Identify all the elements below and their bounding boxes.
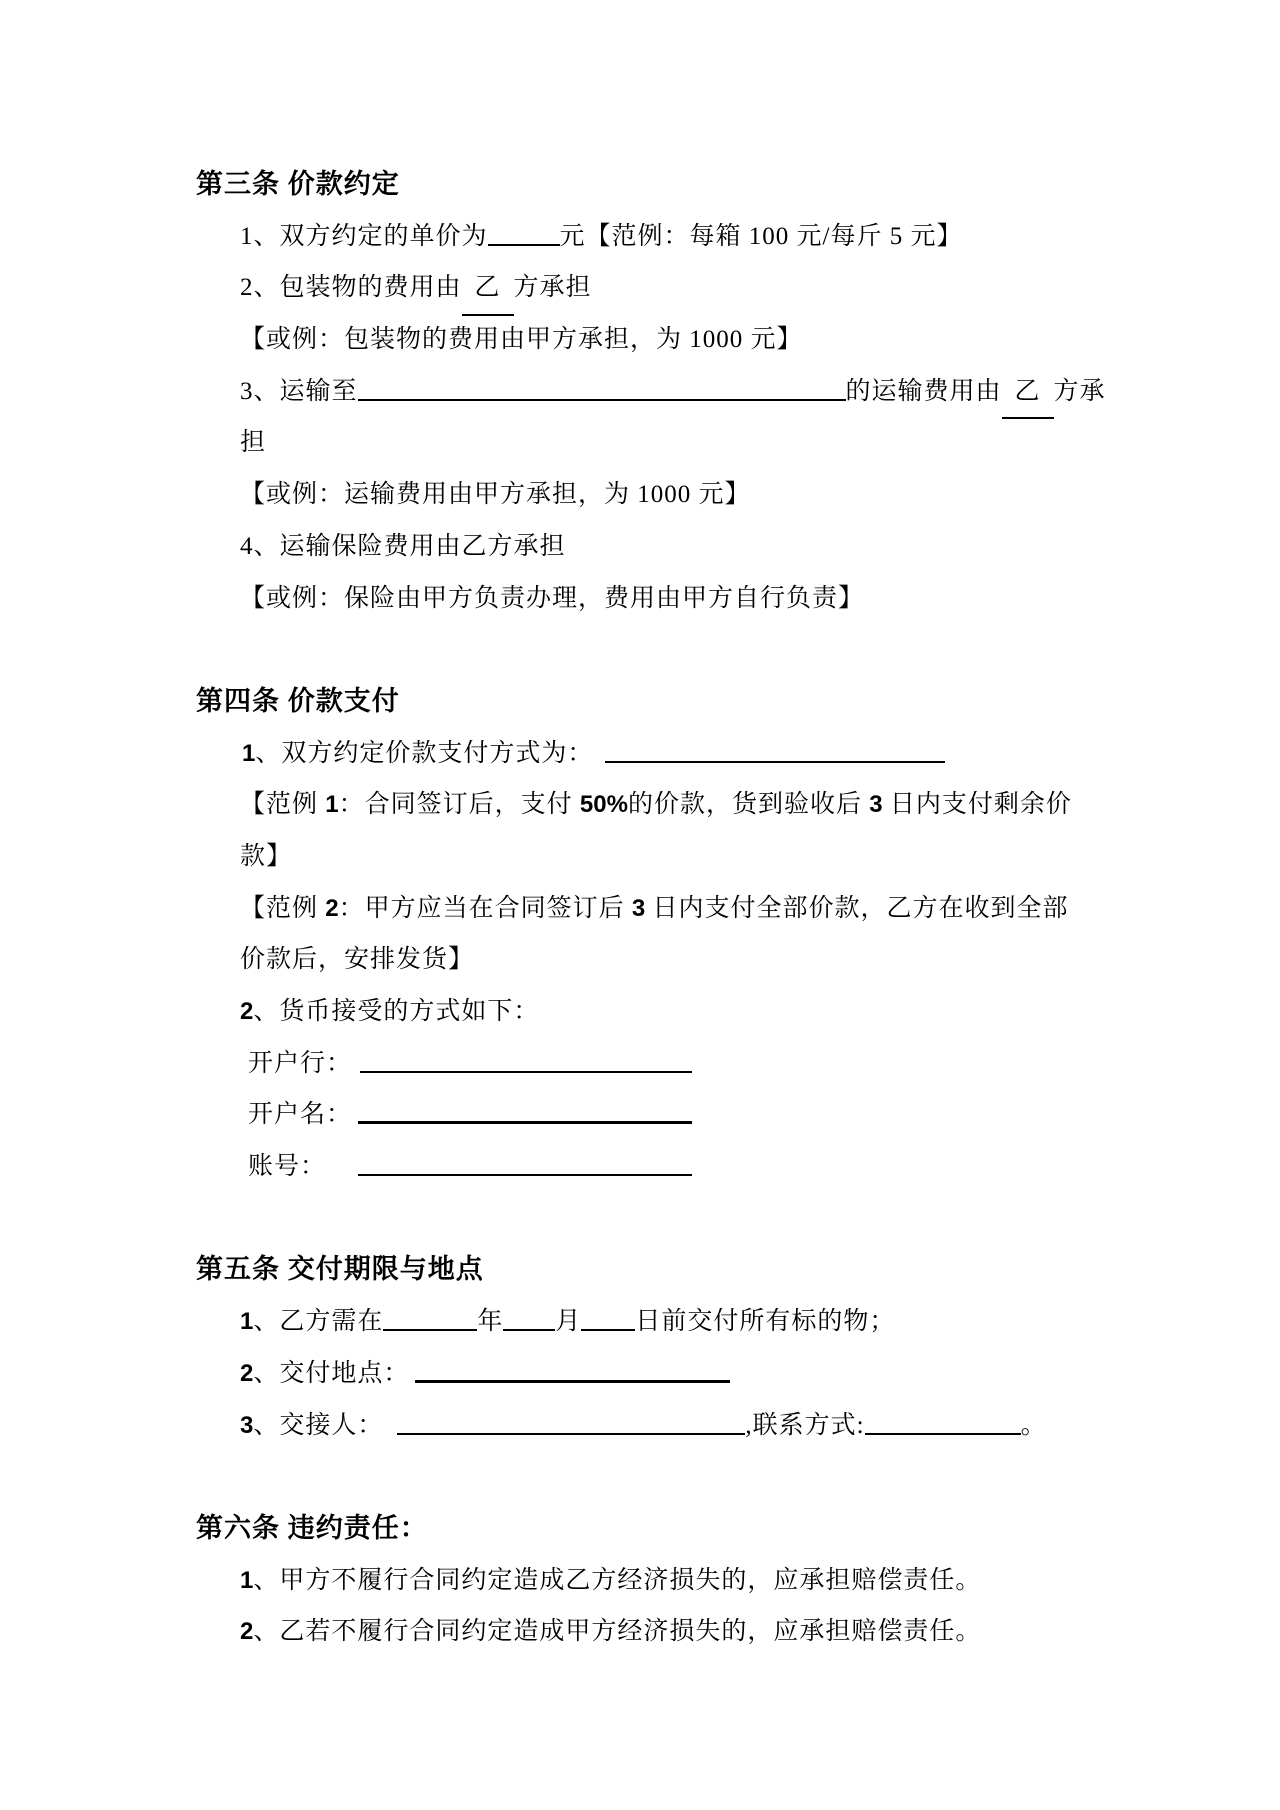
fill-in-blank-field[interactable] — [503, 1304, 555, 1331]
text-run: 、甲方不履行合同约定造成乙方经济损失的，应承担赔偿责任。 — [253, 1566, 982, 1594]
text-run: 1、双方约定的单价为 — [240, 222, 488, 250]
spacer — [352, 1038, 360, 1090]
underlined-filled-value: 乙 — [462, 262, 514, 316]
document-line — [240, 469, 1280, 521]
fill-in-blank-field[interactable] — [358, 1149, 692, 1176]
document-line — [240, 1348, 1280, 1400]
text-run-numeric: 2 — [240, 1359, 254, 1387]
section-heading: 第三条 价款约定 — [196, 169, 400, 199]
section-heading: 第五条 交付期限与地点 — [196, 1254, 484, 1285]
text-run: 担 — [240, 429, 267, 457]
document-line — [240, 262, 1280, 314]
text-run: 账号： — [248, 1153, 327, 1181]
fill-in-blank-field[interactable] — [358, 1096, 692, 1124]
text-run: 价款后，安排发货】 — [240, 946, 475, 974]
text-run: 2、包装物的费用由 — [240, 274, 462, 302]
underlined-filled-value: 乙 — [1002, 366, 1054, 420]
fill-in-blank-field[interactable] — [865, 1408, 1021, 1435]
document-line — [240, 986, 1280, 1038]
text-run-numeric: 1 — [240, 1308, 254, 1336]
text-run: 方承 — [1053, 377, 1106, 405]
document-line — [248, 1089, 1280, 1141]
text-run: 方承担 — [513, 274, 592, 302]
document-line — [240, 1296, 1280, 1348]
text-run: 日内支付剩余价 — [882, 791, 1072, 819]
document-line — [240, 831, 1280, 883]
text-run-numeric: 2 — [240, 998, 254, 1025]
section-heading: 第四条 价款支付 — [196, 685, 400, 716]
text-run-numeric: 3 — [240, 1411, 254, 1439]
document-line — [240, 779, 1280, 831]
fill-in-blank-field[interactable] — [581, 1304, 635, 1331]
text-run: 、乙方需在 — [253, 1308, 384, 1336]
text-run-numeric: 3 — [869, 791, 883, 819]
text-run: 【或例：运输费用由甲方承担，为 1000 元】 — [240, 481, 751, 509]
document-line — [240, 1555, 1280, 1607]
text-run-numeric: 3 — [631, 894, 646, 922]
document-line — [240, 366, 1280, 418]
text-run: 月 — [555, 1308, 582, 1336]
document-line — [240, 417, 1280, 469]
fill-in-blank-field[interactable] — [358, 374, 846, 401]
document-line — [240, 521, 1280, 573]
text-run-numeric: 1 — [242, 739, 256, 767]
fill-in-blank-field[interactable] — [360, 1046, 692, 1073]
fill-in-blank-field[interactable] — [415, 1355, 730, 1383]
text-run: 【范例 — [240, 894, 326, 922]
document-line — [240, 883, 1280, 935]
text-run: 元【范例：每箱 100 元/每斤 5 元】 — [559, 222, 963, 250]
text-run: ,联系方式: — [745, 1411, 865, 1439]
text-run: 日前交付所有标的物； — [635, 1308, 896, 1336]
text-run: 4、运输保险费用由乙方承担 — [240, 532, 566, 560]
text-run: ：合同签订后，支付 — [338, 791, 580, 819]
document-line — [242, 728, 1280, 780]
text-run: 的价款，货到验收后 — [627, 791, 870, 819]
document-line — [240, 1400, 1280, 1452]
document-line — [240, 211, 1280, 263]
text-run: 、货币接受的方式如下： — [253, 998, 540, 1025]
text-run: 3、运输至 — [240, 377, 358, 405]
document-line — [248, 1141, 1280, 1193]
document-line — [240, 573, 1280, 625]
section-heading: 第六条 违约责任： — [196, 1512, 428, 1543]
text-run-numeric: 2 — [325, 894, 339, 922]
document-content — [0, 159, 1280, 1658]
document-line — [240, 934, 1280, 986]
text-run-numeric: 1 — [325, 791, 339, 819]
document-line — [240, 314, 1280, 366]
fill-in-blank-field[interactable] — [383, 1304, 477, 1331]
text-run: 、交付地点： — [253, 1359, 410, 1387]
text-run: 。 — [1020, 1411, 1047, 1439]
text-run-numeric: 50% — [579, 791, 628, 819]
text-run: 开户行： — [248, 1049, 353, 1077]
spacer — [383, 1400, 397, 1452]
text-run: 、双方约定价款支付方式为： — [255, 739, 594, 767]
fill-in-blank-field[interactable] — [605, 736, 945, 763]
text-run: 开户名： — [248, 1101, 353, 1129]
text-run: 的运输费用由 — [845, 377, 1002, 405]
text-run: ：甲方应当在合同签订后 — [338, 894, 632, 922]
text-run: 【范例 — [240, 791, 326, 819]
text-run: 年 — [477, 1308, 504, 1336]
text-run-numeric: 1 — [240, 1566, 254, 1594]
text-run: 、乙若不履行合同约定造成甲方经济损失的，应承担赔偿责任。 — [253, 1618, 982, 1646]
document-line — [248, 1038, 1280, 1090]
text-run: 款】 — [240, 842, 293, 870]
text-run: 【或例：包装物的费用由甲方承担，为 1000 元】 — [240, 326, 803, 354]
text-run: 日内支付全部价款，乙方在收到全部 — [645, 894, 1069, 922]
document-line — [240, 1606, 1280, 1658]
fill-in-blank-field[interactable] — [488, 219, 560, 246]
spacer — [593, 728, 605, 780]
spacer — [326, 1141, 358, 1193]
text-run-numeric: 2 — [240, 1618, 254, 1646]
text-run: 【或例：保险由甲方负责办理，费用由甲方自行负责】 — [240, 584, 865, 612]
fill-in-blank-field[interactable] — [397, 1408, 745, 1435]
text-run: 、交接人： — [253, 1411, 384, 1439]
